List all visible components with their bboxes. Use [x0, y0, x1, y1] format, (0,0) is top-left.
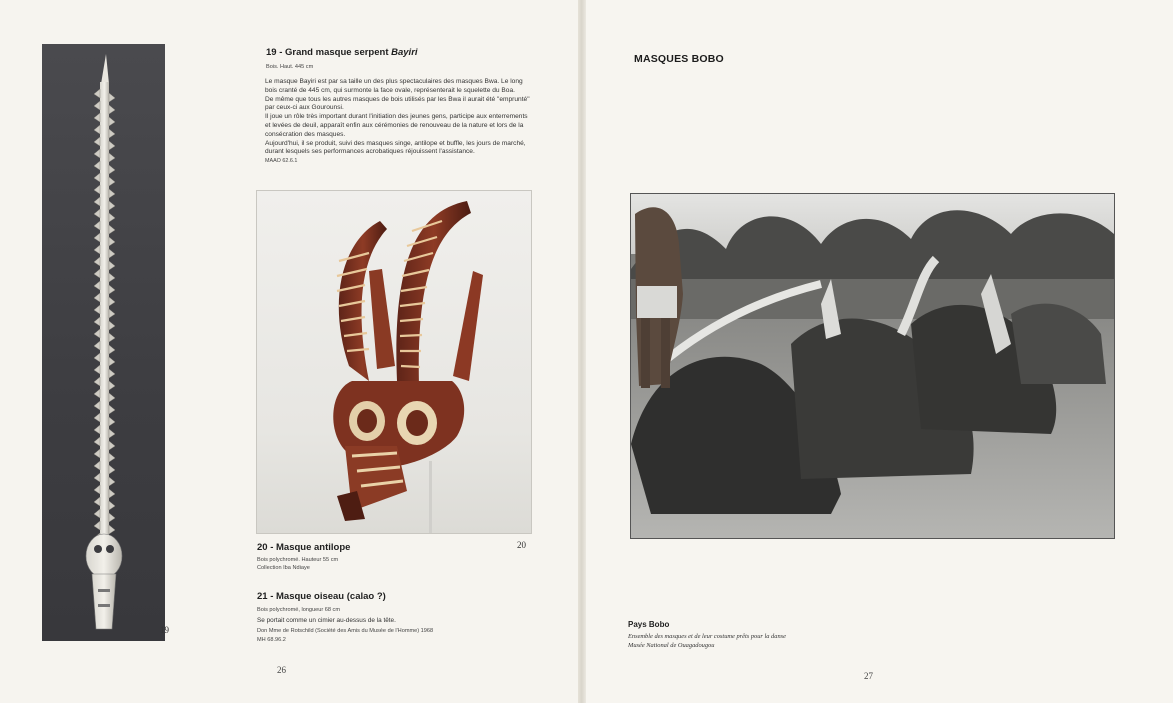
- section-title: MASQUES BOBO: [634, 53, 724, 65]
- figure-20-meta-1: Bois polychromé. Hauteur 55 cm: [257, 557, 339, 563]
- figure-21-provenance: Don Mme de Rotschild (Société des Amis du Musée de l'Homme) 1968: [257, 628, 434, 634]
- photo-caption-line-2: Musée National de Ouagadougou: [628, 642, 715, 649]
- figure-19-title: [266, 47, 418, 58]
- paragraph: De même que tous les autres masques de bois utilisés par les Bwa il aurait été "emprunté" par ceux-ci aux Gourounsi.: [265, 95, 530, 112]
- figure-21-description: Se portait comme un cimier au-dessus de la tête.: [257, 617, 396, 624]
- figure-19-title-prefix: 19 - Grand masque serpent: [266, 47, 392, 58]
- figure-21-title: 21 - Masque oiseau (calao ?): [257, 591, 386, 602]
- paragraph: Le masque Bayiri est par sa taille un des plus spectaculaires des masques Bwa. Le long bois cranté de 445 cm, qui surmonte la face ovale, représenterait le squelette du Boa.: [265, 78, 523, 94]
- figure-21-meta: Bois polychromé, longueur 68 cm: [257, 607, 341, 613]
- page-number-left: 26: [277, 665, 286, 675]
- figure-19-meta: Bois. Haut. 445 cm: [266, 64, 314, 70]
- photo-caption-title: Pays Bobo: [628, 620, 670, 629]
- figure-21-ref: MH 68.96.2: [257, 637, 286, 643]
- figure-20-title: 20 - Masque antilope: [257, 542, 351, 553]
- antelope-mask-photo: [256, 190, 532, 534]
- page-number-right: 27: [864, 671, 873, 681]
- paragraph: Aujourd'hui, il se produit, suivi des masques singe, antilope et buffle, les jours de marché, durant lesquels ses performances acrobatiques réjouissent l'assistance.: [265, 139, 526, 156]
- figure-19-title-name: Bayiri: [391, 47, 418, 58]
- paragraph: Il joue un rôle très important durant l'initiation des jeunes gens, participe aux enterrements et levées de deuil, apparaît enfin aux cérémonies de renouveau de la nature et lors de la consécration des masques.: [265, 113, 528, 138]
- figure-20-number: 20: [517, 540, 526, 550]
- figure-19-ref: MAAO 62.6.1: [265, 158, 298, 165]
- figure-20-meta-2: Collection Iba Ndiaye: [257, 565, 310, 571]
- figure-19-description: [265, 78, 533, 166]
- photo-caption-line-1: Ensemble des masques et de leur costume prêts pour la danse: [628, 633, 786, 640]
- figure-19-number: 19: [160, 625, 169, 635]
- book-gutter: [578, 0, 586, 703]
- serpent-mask-photo: [42, 44, 165, 641]
- bobo-masks-photo: [630, 193, 1115, 539]
